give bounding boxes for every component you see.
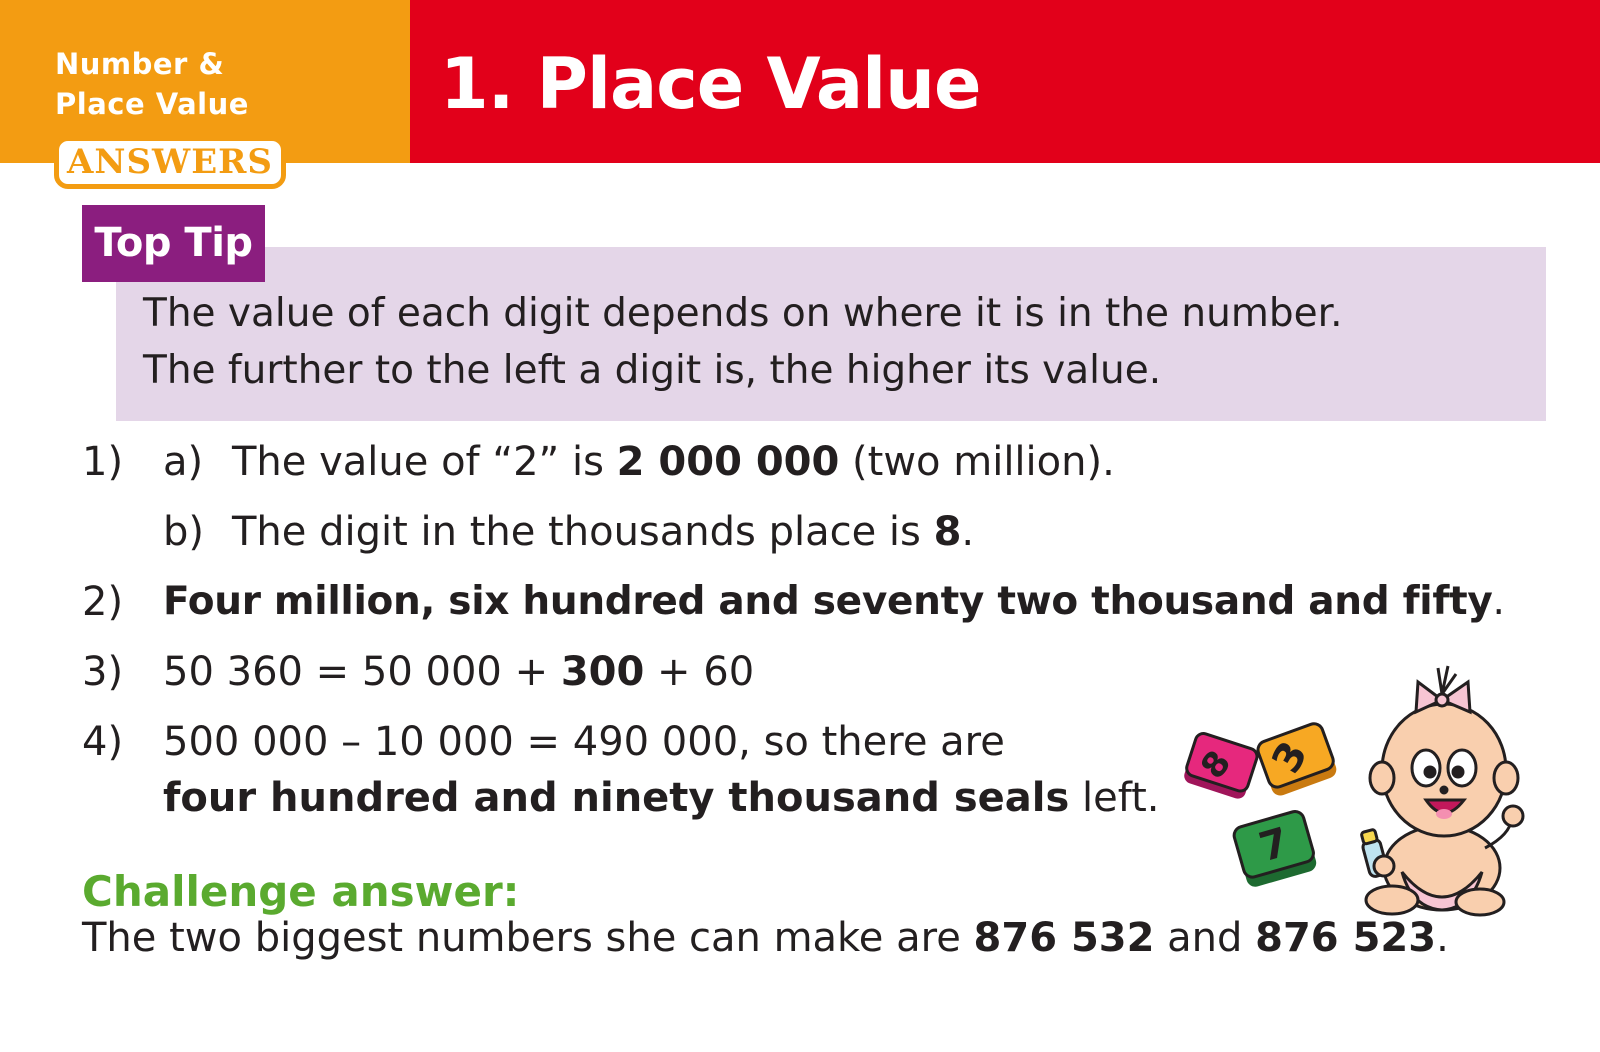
answer-text: (two million). (839, 439, 1115, 485)
answer-bold: 2 000 000 (616, 439, 840, 485)
answer-text: . (1492, 579, 1505, 624)
number-block-8 (1182, 731, 1259, 800)
number-block-7 (1232, 809, 1318, 888)
answer-bold: four hundred and ninety thousand seals (163, 775, 1070, 821)
answer-text: 50 360 = 50 000 + (163, 649, 561, 695)
answer-bold: 300 (560, 649, 645, 695)
top-tip-line-1: The value of each digit depends on where it is in the number. (143, 291, 1343, 336)
question-1a-label: a) (163, 439, 204, 485)
page-title: 1. Place Value (440, 43, 981, 125)
question-1-number: 1) (82, 439, 124, 485)
block-digit: 7 (1254, 819, 1294, 872)
answer-text: The two biggest numbers she can make are (82, 915, 974, 961)
question-4-number: 4) (82, 719, 124, 765)
answers-badge: ANSWERS (54, 136, 286, 189)
answer-bold: Four million, six hundred and seventy two thousand and fifty (163, 579, 1493, 624)
question-1b-answer (232, 504, 974, 560)
question-2-answer (163, 574, 1505, 630)
question-1a-answer (232, 434, 1115, 490)
top-tip-line-2: The further to the left a digit is, the higher its value. (143, 348, 1162, 393)
answer-text: . (961, 509, 975, 555)
baby-icon (1361, 666, 1523, 915)
baby-with-number-blocks-illustration (1180, 660, 1550, 940)
topic-line-2: Place Value (55, 87, 249, 121)
block-digit: 3 (1263, 733, 1318, 782)
answer-text: + 60 (644, 649, 755, 695)
challenge-heading: Challenge answer: (82, 867, 520, 916)
question-3-answer (163, 644, 754, 700)
question-1b-label: b) (163, 509, 204, 555)
question-4-answer-line-1: 500 000 – 10 000 = 490 000, so there are (163, 719, 1005, 765)
question-3-number: 3) (82, 649, 124, 695)
answer-bold: 876 523 (1255, 915, 1437, 961)
answer-text: and (1154, 915, 1256, 961)
answer-bold: 8 (933, 509, 962, 555)
number-block-3 (1255, 719, 1339, 798)
answer-text: The digit in the thousands place is (232, 509, 934, 555)
topic-line-1: Number & (55, 47, 225, 81)
block-digit: 8 (1193, 743, 1240, 787)
answer-text: . (1436, 915, 1449, 961)
question-4-answer-line-2 (163, 770, 1160, 826)
answer-text: The value of “2” is (232, 439, 617, 485)
answer-bold: 876 532 (973, 915, 1155, 961)
topic-label (55, 44, 249, 124)
answer-text: left. (1069, 775, 1160, 821)
question-2-number: 2) (82, 579, 124, 625)
top-tip-label: Top Tip (82, 205, 265, 282)
